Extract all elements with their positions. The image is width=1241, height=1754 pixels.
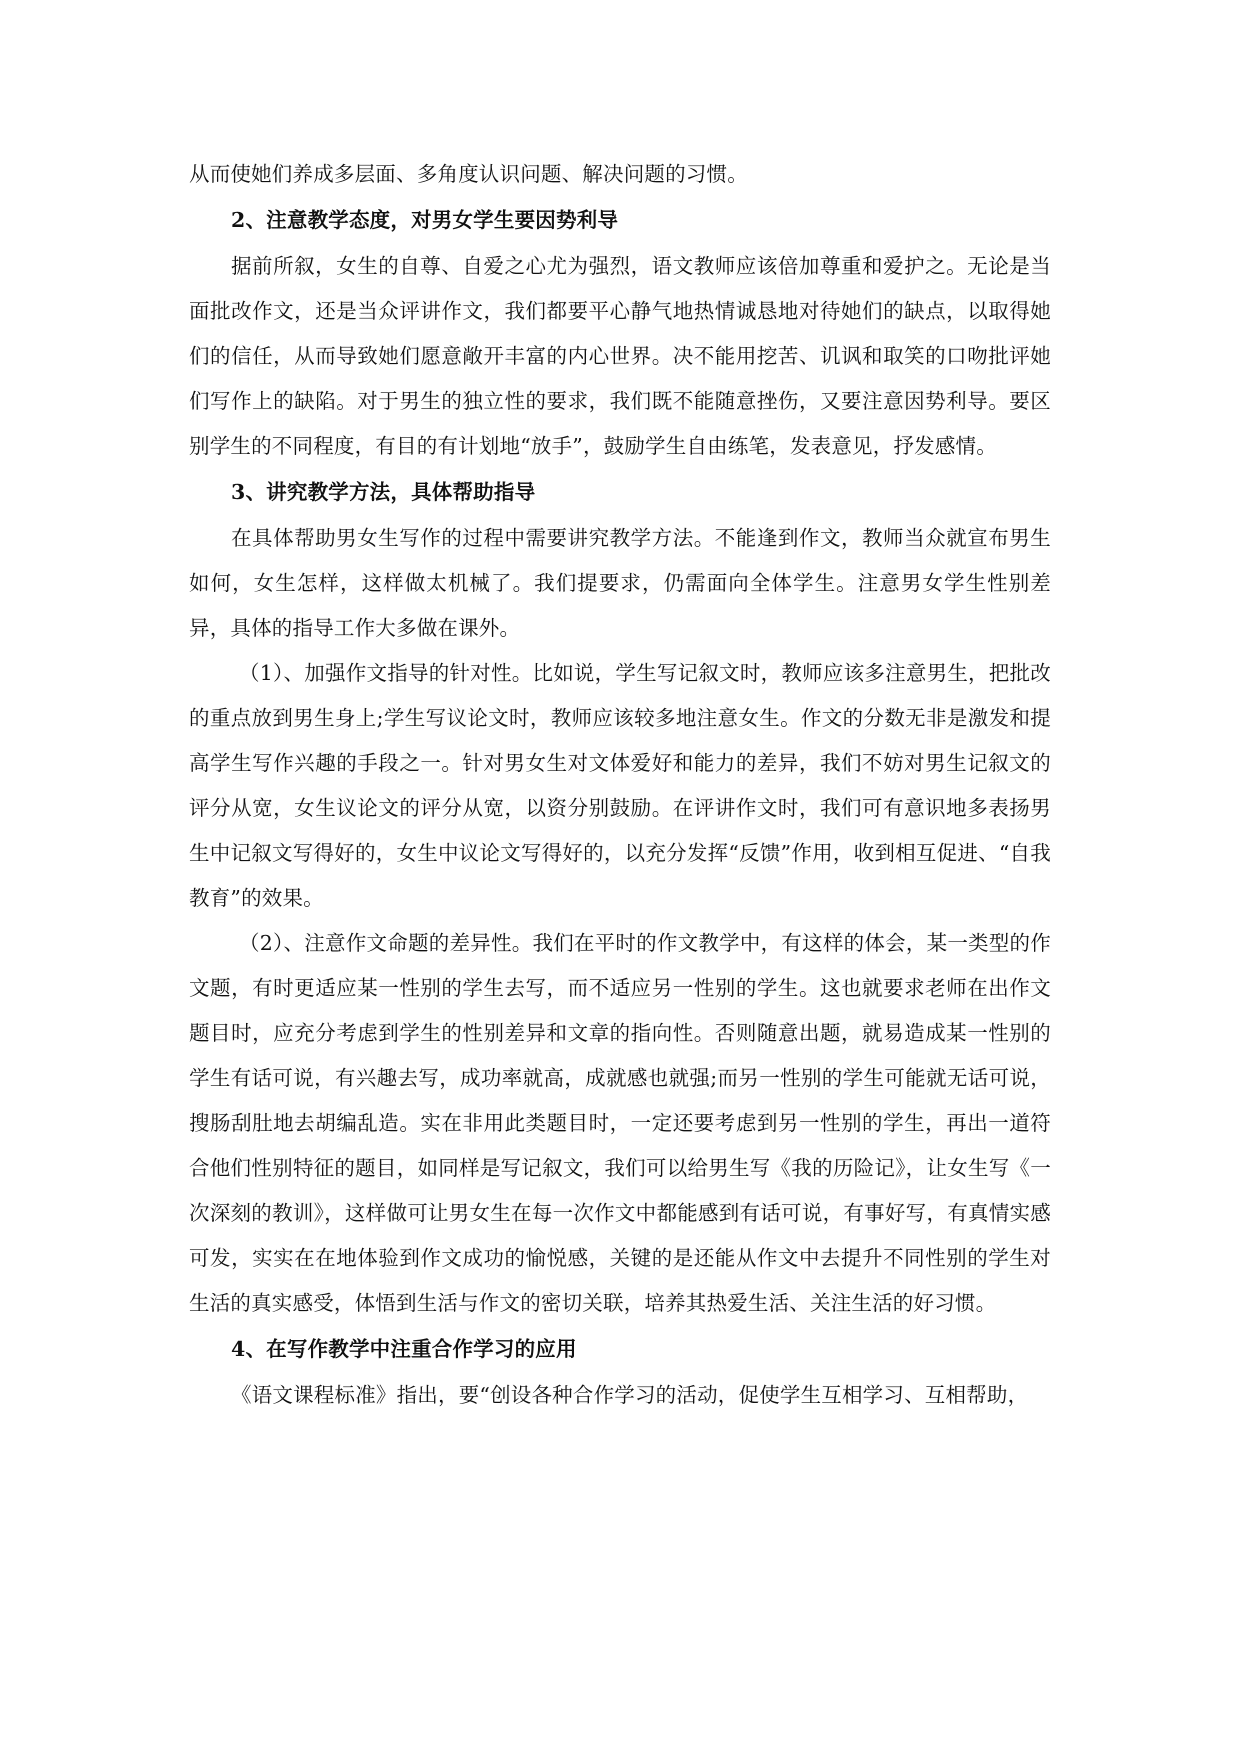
subsection-paragraph-1: （1）、加强作文指导的针对性。比如说，学生写记叙文时，教师应该多注意男生，把批改的重点放到男生身上;学生写议论文时，教师应该较多地注意女生。作文的分数无非是激发和提高学生写作兴趣的手段之一。针对男女生对文体爱好和能力的差异，我们不妨对男生记叙文的评分从宽，女生议论文的评分从宽，以资分别鼓励。在评讲作文时，我们可有意识地多表扬男生中记叙文写得好的，女生中议论文写得好的，以充分发挥“反馈”作用，收到相互促进、“自我教育”的效果。 <box>189 661 1051 910</box>
paragraph: 在具体帮助男女生写作的过程中需要讲究教学方法。不能逢到作文，教师当众就宣布男生如何，女生怎样，这样做太机械了。我们提要求，仍需面向全体学生。注意男女学生性别差异，具体的指导工作大多做在课外。 <box>189 526 1051 640</box>
document-body <box>189 152 1051 1418</box>
paragraph-continued: 从而使她们养成多层面、多角度认识问题、解决问题的习惯。 <box>189 162 748 186</box>
subsection-paragraph-2: （2）、注意作文命题的差异性。我们在平时的作文教学中，有这样的体会，某一类型的作文题，有时更适应某一性别的学生去写，而不适应另一性别的学生。这也就要求老师在出作文题目时，应充分考虑到学生的性别差异和文章的指向性。否则随意出题，就易造成某一性别的学生有话可说，有兴趣去写，成功率就高，成就感也就强;而另一性别的学生可能就无话可说，搜肠刮肚地去胡编乱造。实在非用此类题目时，一定还要考虑到另一性别的学生，再出一道符合他们性别特征的题目，如同样是写记叙文，我们可以给男生写《我的历险记》，让女生写《一次深刻的教训》，这样做可让男女生在每一次作文中都能感到有话可说，有事好写，有真情实感可发，实实在在地体验到作文成功的愉悦感，关键的是还能从作文中去提升不同性别的学生对生活的真实感受，体悟到生活与作文的密切关联，培养其热爱生活、关注生活的好习惯。 <box>189 931 1051 1315</box>
paragraph: 《语文课程标准》指出，要“创设各种合作学习的活动，促使学生互相学习、互相帮助， <box>231 1383 1029 1407</box>
section-heading-3: 3、讲究教学方法，具体帮助指导 <box>231 480 536 504</box>
section-heading-4: 4、在写作教学中注重合作学习的应用 <box>231 1337 577 1361</box>
section-heading-2: 2、注意教学态度，对男女学生要因势利导 <box>231 208 619 232</box>
paragraph: 据前所叙，女生的自尊、自爱之心尤为强烈，语文教师应该倍加尊重和爱护之。无论是当面批改作文，还是当众评讲作文，我们都要平心静气地热情诚恳地对待她们的缺点，以取得她们的信任，从而导致她们愿意敞开丰富的内心世界。决不能用挖苦、讥讽和取笑的口吻批评她们写作上的缺陷。对于男生的独立性的要求，我们既不能随意挫伤，又要注意因势利导。要区别学生的不同程度，有目的有计划地“放手”，鼓励学生自由练笔，发表意见，抒发感情。 <box>189 254 1051 458</box>
